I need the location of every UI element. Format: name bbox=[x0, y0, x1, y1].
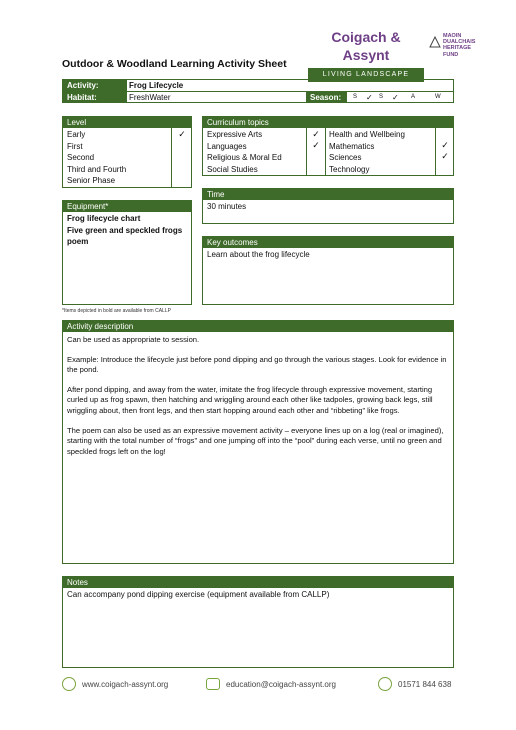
brand-name: Coigach & Assynt bbox=[331, 29, 401, 63]
season-spring: S bbox=[353, 94, 358, 100]
level-box bbox=[62, 116, 192, 188]
email-link[interactable]: education@coigach-assynt.org bbox=[226, 680, 336, 689]
description-box bbox=[62, 320, 454, 564]
description-paragraph: Can be used as appropriate to session. bbox=[67, 335, 200, 344]
description-title: Activity description bbox=[63, 321, 453, 332]
notes-box bbox=[62, 576, 454, 668]
heritage-fund-icon bbox=[428, 35, 442, 49]
topic-mathematics: Mathematics bbox=[329, 141, 375, 151]
level-second: Second bbox=[67, 153, 95, 162]
fund-line-2: DUALCHAIS bbox=[443, 39, 476, 46]
brand-logo bbox=[308, 28, 424, 78]
level-title: Level bbox=[63, 117, 191, 128]
season-summer-tick: ✓ bbox=[392, 93, 399, 102]
heritage-fund-logo bbox=[428, 33, 476, 65]
topic-technology: Technology bbox=[329, 164, 370, 174]
phone-icon bbox=[378, 677, 392, 691]
languages-tick: ✓ bbox=[312, 140, 320, 150]
website-link[interactable]: www.coigach-assynt.org bbox=[82, 680, 169, 689]
habitat-value: FreshWater bbox=[129, 93, 171, 102]
time-value: 30 minutes bbox=[207, 202, 247, 211]
topic-expressive-arts: Expressive Arts bbox=[207, 130, 263, 139]
season-spring-tick: ✓ bbox=[366, 93, 373, 102]
season-autumn: A bbox=[411, 94, 416, 100]
description-paragraph: Example: Introduce the lifecycle just before pond dipping and go through the various stages. Look for evidence in the pond. bbox=[67, 354, 447, 375]
level-senior: Senior Phase bbox=[67, 176, 116, 185]
equipment-item: Five green and speckled frogs bbox=[67, 225, 183, 235]
curriculum-box bbox=[202, 116, 454, 176]
outcomes-box bbox=[202, 236, 454, 305]
mathematics-tick: ✓ bbox=[441, 140, 449, 150]
description-paragraph: The poem can also be used as an expressive movement activity – everyone lines up on a log (real or imagined), starting with the total number of “frogs” and one jumping off into the “pool” during each verse, until no green and speckled frogs left on the log! bbox=[67, 425, 444, 456]
level-early-tick: ✓ bbox=[178, 129, 186, 139]
equipment-title: Equipment* bbox=[63, 201, 191, 212]
globe-icon bbox=[62, 677, 76, 691]
notes-title: Notes bbox=[63, 577, 453, 588]
footer bbox=[62, 676, 462, 694]
expressive-arts-tick: ✓ bbox=[312, 129, 320, 139]
topic-social-studies: Social Studies bbox=[207, 164, 258, 174]
email-icon bbox=[206, 678, 220, 690]
description-paragraph: After pond dipping, and away from the water, imitate the frog lifecycle through expressive movement, starting curled up as frog spawn, then hatching and wriggling around each other like tadpoles, growing back legs, still wriggling about, then front legs, and then start hopping around each other and “ribbeting” like frogs. bbox=[67, 384, 433, 415]
notes-value: Can accompany pond dipping exercise (equipment available from CALLP) bbox=[67, 590, 330, 599]
activity-value: Frog Lifecycle bbox=[129, 81, 184, 90]
season-label: Season: bbox=[306, 92, 347, 103]
level-first: First bbox=[67, 141, 83, 151]
equipment-box bbox=[62, 200, 192, 305]
fund-line-1: MAOIN bbox=[443, 33, 462, 39]
season-winter: W bbox=[435, 94, 441, 100]
topic-health-wellbeing: Health and Wellbeing bbox=[329, 130, 405, 139]
time-box bbox=[202, 188, 454, 224]
equipment-item: poem bbox=[67, 237, 89, 246]
time-title: Time bbox=[203, 189, 453, 200]
season-summer: S bbox=[379, 94, 384, 100]
activity-table bbox=[62, 79, 454, 103]
topic-languages: Languages bbox=[207, 141, 247, 151]
level-early: Early bbox=[67, 130, 86, 139]
outcomes-title: Key outcomes bbox=[203, 237, 453, 248]
activity-label: Activity: bbox=[63, 80, 127, 91]
fund-line-3: HERITAGE bbox=[443, 45, 472, 52]
curriculum-title: Curriculum topics bbox=[203, 117, 453, 128]
outcomes-value: Learn about the frog lifecycle bbox=[207, 250, 310, 259]
equipment-footnote: *Items depicted in bold are available from CALLP bbox=[62, 308, 171, 314]
equipment-item: Frog lifecycle chart bbox=[67, 214, 141, 223]
topic-religious-moral: Religious & Moral Ed bbox=[207, 153, 282, 162]
season-grid bbox=[349, 92, 453, 103]
page-title: Outdoor & Woodland Learning Activity Sheet bbox=[62, 58, 287, 70]
habitat-label: Habitat: bbox=[63, 92, 127, 103]
topic-sciences: Sciences bbox=[329, 153, 362, 162]
level-third-fourth: Third and Fourth bbox=[67, 164, 127, 174]
brand-tagline: LIVING LANDSCAPE bbox=[308, 68, 424, 82]
phone-number: 01571 844 638 bbox=[398, 680, 452, 689]
fund-line-4: FUND bbox=[443, 51, 459, 58]
sciences-tick: ✓ bbox=[441, 151, 449, 161]
